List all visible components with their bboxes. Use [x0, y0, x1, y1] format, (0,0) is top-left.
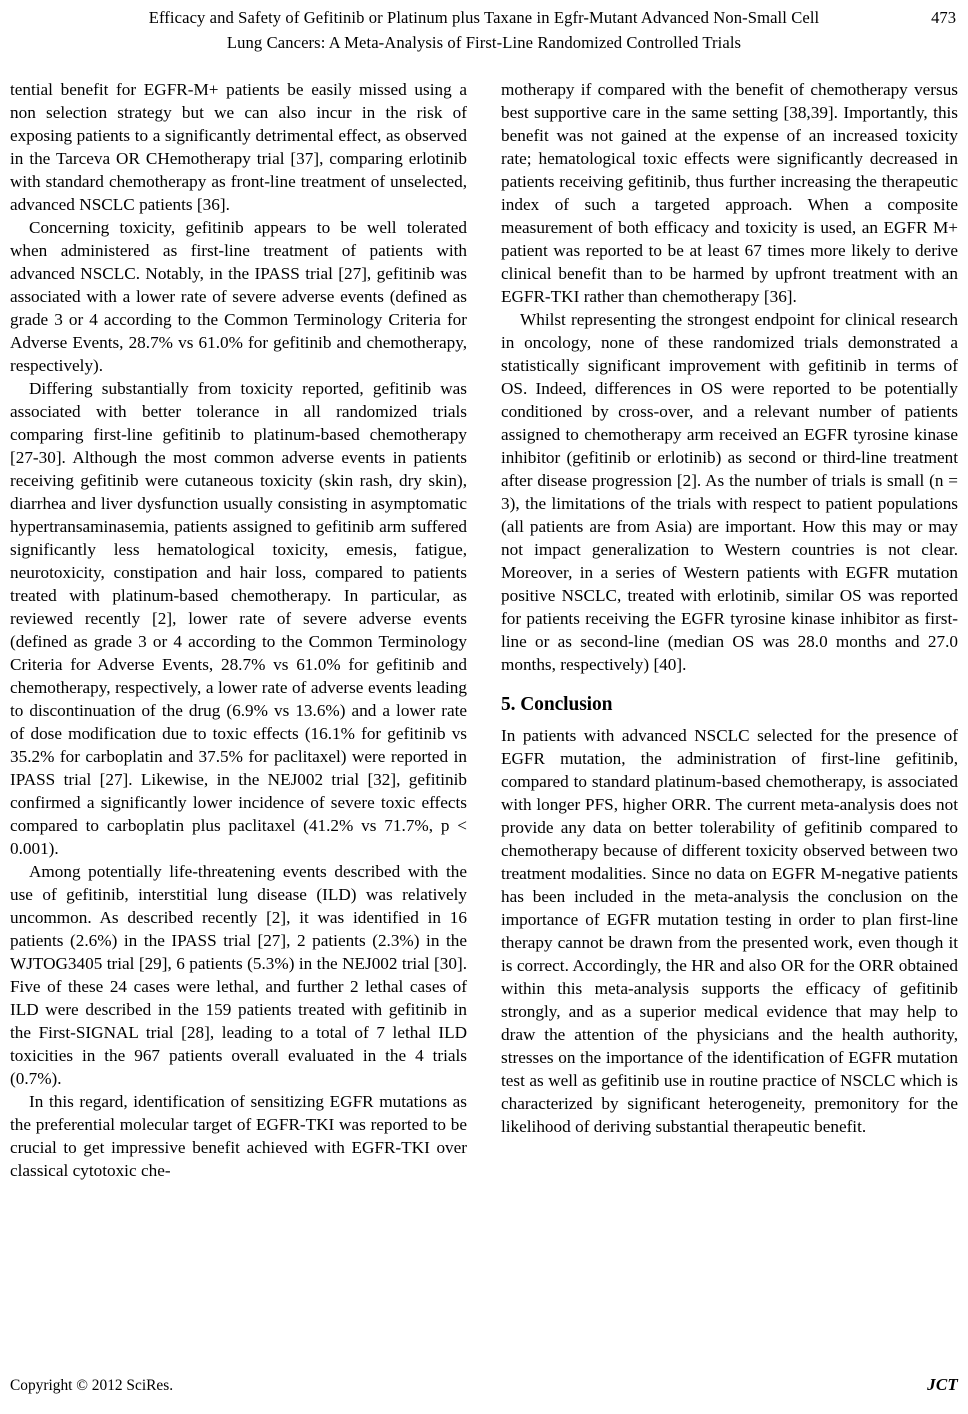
- paragraph: Among potentially life-threatening events described with the use of gefitinib, interstitial lung disease (ILD) was relatively uncommon. As described recently [2], it was identified in 16 patients (2.6%) in the IPASS trial [27], 2 patients (2.3%) in the WJTOG3405 trial [29], 6 patients (5.3%) in the NEJ002 trial [30]. Five of these 24 cases were lethal, and further 2 lethal cases of ILD were described in the 159 patients treated with gefitinib in the First-SIGNAL trial [28], leading to a total of 7 lethal ILD toxicities in the 967 patients overall evaluated in the 4 trials (0.7%).: [10, 862, 467, 1088]
- running-head-title-line-1: Efficacy and Safety of Gefitinib or Platinum plus Taxane in Egfr-Mutant Advanced Non-Small Cell: [148, 8, 820, 27]
- running-head-title-line-2: Lung Cancers: A Meta-Analysis of First-Line Randomized Controlled Trials: [226, 33, 742, 52]
- paragraph: Whilst representing the strongest endpoint for clinical research in oncology, none of these randomized trials demonstrated a statistically significant improvement with gefitinib in terms of OS. Indeed, differences in OS were reported to be potentially conditioned by cross-over, and a relevant number of patients assigned to chemotherapy arm received an EGFR tyrosine kinase inhibitor (gefitinib or erlotinib) as second or third-line treatment after disease progression [2]. As the number of trials is small (n = 3), the limitations of the trials with respect to patient populations (all patients are from Asia) are important. How this may or may not impact generalization to Western countries is not clear. Moreover, in a series of Western patients with EGFR mutation positive NSCLC, treated with erlotinib, similar OS was reported for patients receiving the EGFR tyrosine kinase inhibitor as first-line or as second-line (median OS was 28.0 months and 27.0 months, respectively) [40].: [501, 310, 958, 674]
- paragraph: motherapy if compared with the benefit of chemotherapy versus best supportive care in the same setting [38,39]. Importantly, this benefit was not gained at the expense of an increased toxicity rate; hematological toxic effects were significantly decreased in patients receiving gefitinib, thus further increasing the therapeutic index of such a targeted approach. When a composite measurement of both efficacy and toxicity is used, an EGFR M+ patient was reported to be at least 67 times more likely to derive clinical benefit than to be harmed by upfront treatment with an EGFR-TKI rather than chemotherapy [36].: [501, 80, 958, 306]
- copyright-notice: Copyright © 2012 SciRes.: [10, 1377, 174, 1394]
- journal-abbreviation: JCT: [927, 1375, 958, 1394]
- right-column: [501, 78, 958, 1345]
- running-head: [0, 0, 968, 58]
- left-column: [10, 78, 467, 1345]
- running-head-title: [10, 5, 958, 55]
- section-heading-conclusion: 5. Conclusion: [501, 694, 613, 715]
- page-number: 473: [931, 8, 956, 27]
- paragraph: tential benefit for EGFR-M+ patients be easily missed using a non selection strategy but we can also incur in the risk of exposing patients to a significantly detrimental effect, as observed in the Tarceva OR CHemotherapy trial [37], comparing erlotinib with standard chemotherapy as front-line treatment of unselected, advanced NSCLC patients [36].: [10, 80, 467, 214]
- page-footer: [10, 1375, 958, 1396]
- paragraph: Differing substantially from toxicity reported, gefitinib was associated with better tolerance in all randomized trials comparing first-line gefitinib to platinum-based chemotherapy [27-30]. Although the most common adverse events in patients receiving gefitinib were cutaneous toxicity (skin rash, dry skin), diarrhea and liver dysfunction usually consisting in asymptomatic hypertransaminasemia, patients assigned to gefitinib arm suffered significantly less hematological toxicity, emesis, fatigue, neurotoxicity, constipation and hair loss, compared to patients treated with platinum-based chemotherapy. In particular, as reviewed recently [2], lower rate of severe adverse events (defined as grade 3 or 4 according to the Common Terminology Criteria for Adverse Events, 28.7% vs 61.0% for gefitinib and chemotherapy, respectively, a lower rate of adverse events leading to discontinuation of the drug (6.9% vs 13.6%) and a lower rate of dose modification due to toxic effects (16.1% for gefitinib vs 35.2% for carboplatin and 37.5% for paclitaxel) were reported in IPASS trial [27]. Likewise, in the NEJ002 trial [32], gefitinib confirmed a significantly lower incidence of severe toxic effects compared to carboplatin plus paclitaxel (41.2% vs 71.7%, p < 0.001).: [10, 379, 467, 858]
- paragraph: In patients with advanced NSCLC selected for the presence of EGFR mutation, the administration of first-line gefitinib, compared to standard platinum-based chemotherapy, is associated with longer PFS, higher ORR. The current meta-analysis does not provide any data on better tolerability of gefitinib compared to chemotherapy because of different toxicity observed between two treatment modalities. Since no data on EGFR M-negative patients has been included in the meta-analysis the conclusion on the importance of EGFR mutation testing in order to plan first-line therapy cannot be drawn from the presented work, even though it is correct. Accordingly, the HR and also OR for the ORR obtained within this meta-analysis supports the efficacy of gefitinib strongly, and as a superior medical evidence that may help to draw the attention of the physicians and the health authority, stresses on the importance of the identification of EGFR mutation test as well as gefitinib use in routine practice of NSCLC which is characterized by significant heterogeneity, premonitory for the likelihood of deriving substantial therapeutic benefit.: [501, 726, 958, 1136]
- body-columns: [10, 78, 958, 1345]
- paragraph: Concerning toxicity, gefitinib appears to be well tolerated when administered as first-line treatment of patients with advanced NSCLC. Notably, in the IPASS trial [27], gefitinib was associated with a lower rate of severe adverse events (defined as grade 3 or 4 according to the Common Terminology Criteria for Adverse Events, 28.7% vs 61.0% for gefitinib and chemotherapy, respectively).: [10, 218, 467, 375]
- paragraph: In this regard, identification of sensitizing EGFR mutations as the preferential molecular target of EGFR-TKI was reported to be crucial to get impressive benefit achieved with EGFR-TKI over classical cytotoxic che-: [10, 1092, 467, 1180]
